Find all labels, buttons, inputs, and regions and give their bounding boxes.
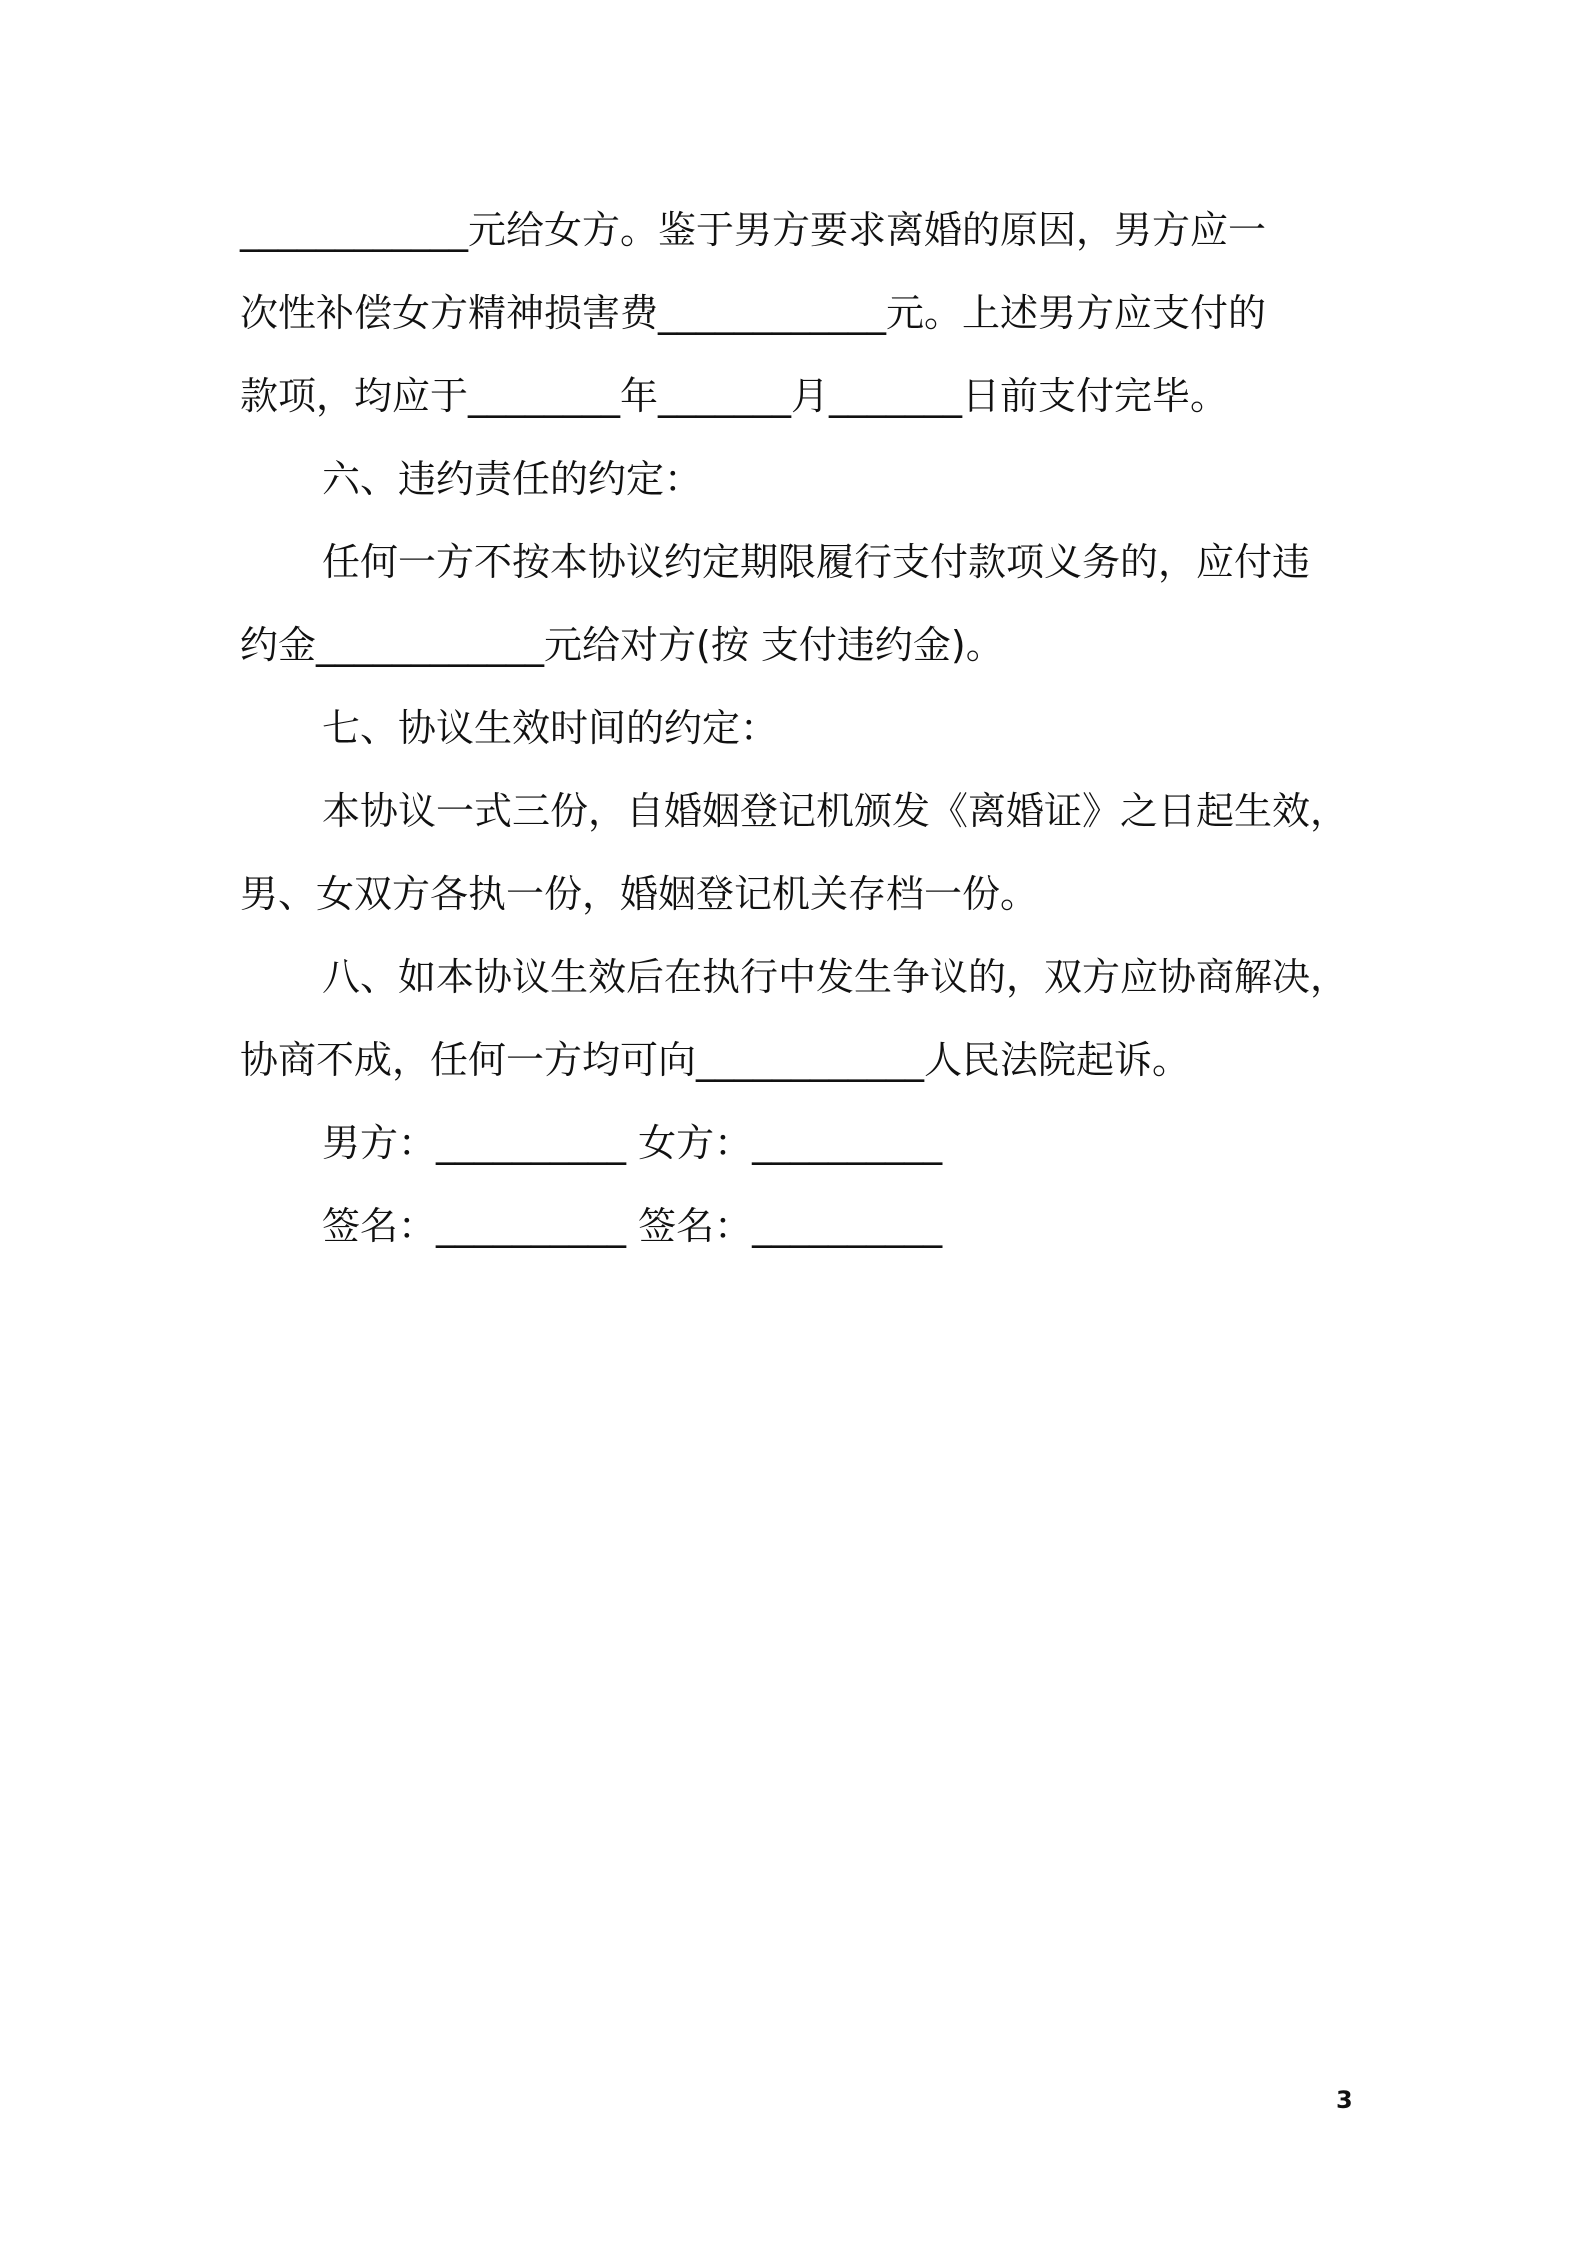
text-line-1: ____________元给女方。鉴于男方要求离婚的原因，男方应一 [240, 208, 1267, 252]
text-line-11: 协商不成，任何一方均可向____________人民法院起诉。 [240, 1038, 1191, 1082]
signature-line: 签名：__________ 签名：__________ [322, 1204, 943, 1248]
section-heading-8: 八、如本协议生效后在执行中发生争议的，双方应协商解决， [322, 955, 1349, 999]
text-line-9: 男、女双方各执一份，婚姻登记机关存档一份。 [240, 872, 1039, 916]
text-line-2: 次性补偿女方精神损害费____________元。上述男方应支付的 [240, 291, 1267, 335]
text-line-8: 本协议一式三份，自婚姻登记机颁发《离婚证》之日起生效， [322, 789, 1349, 833]
text-line-5: 任何一方不按本协议约定期限履行支付款项义务的，应付违 [322, 540, 1311, 584]
text-line-6: 约金____________元给对方(按 支付违约金)。 [240, 623, 1004, 667]
section-heading-7: 七、协议生效时间的约定： [322, 706, 779, 750]
page-number: 3 [1336, 2086, 1353, 2114]
text-line-3: 款项，均应于________年_______月_______日前支付完毕。 [240, 374, 1229, 418]
party-line: 男方：__________ 女方：__________ [322, 1121, 943, 1165]
section-heading-6: 六、违约责任的约定： [322, 457, 703, 501]
